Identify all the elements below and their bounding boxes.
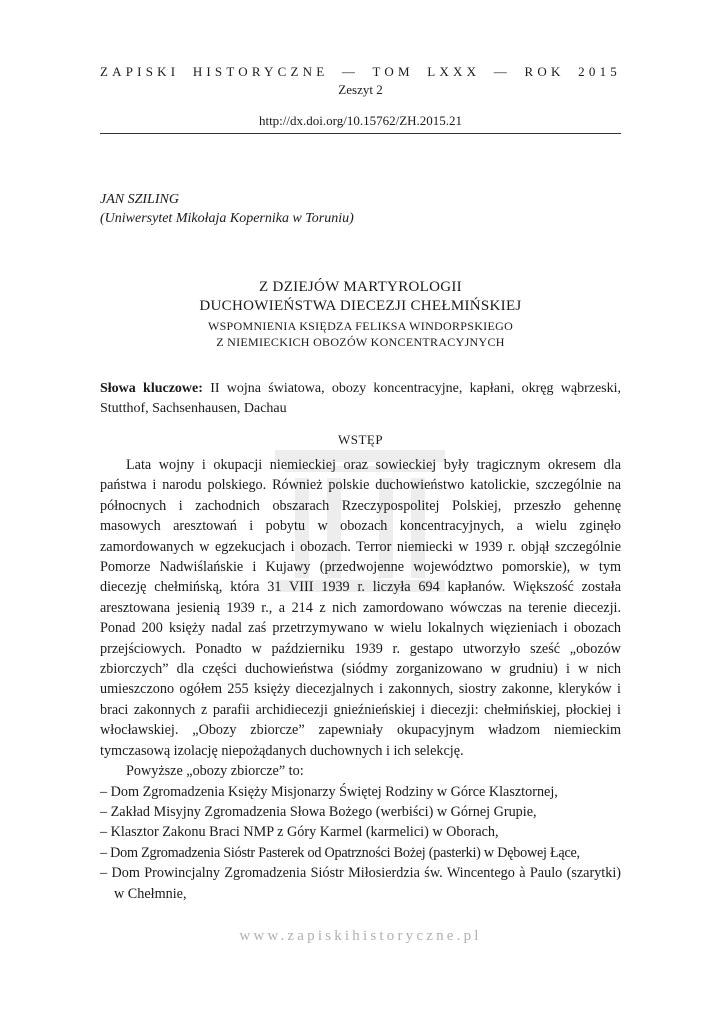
section-heading: WSTĘP bbox=[337, 432, 384, 447]
paragraph: Powyższe „obozy zbiorcze” to: bbox=[126, 763, 304, 780]
list-item: – Dom Zgromadzenia Sióstr Pasterek od Opatrzności Bożej (pasterki) w Dębowej Łące, bbox=[100, 844, 580, 861]
doi-link[interactable]: http://dx.doi.org/10.15762/ZH.2015.21 bbox=[258, 113, 463, 128]
issue-number: Zeszyt 2 bbox=[338, 82, 383, 97]
list-item: – Dom Zgromadzenia Księży Misjonarzy Świętej Rodziny w Górce Klasztornej, bbox=[100, 783, 558, 800]
subtitle-line-1: WSPOMNIENIA KSIĘDZA FELIKSA WINDORPSKIEGO bbox=[207, 319, 514, 333]
keywords-label: Słowa kluczowe: bbox=[100, 381, 203, 396]
journal-header: ZAPISKI HISTORYCZNE — TOM LXXX — ROK 2015 bbox=[100, 64, 621, 79]
list-item: – Klasztor Zakonu Braci NMP z Góry Karmel (karmelici) w Oborach, bbox=[100, 824, 499, 841]
keywords-text: II wojna światowa, obozy koncentracyjne, kapłani, okręg wąbrzeski, Stutthof, Sachsenhausen, Dachau bbox=[100, 381, 621, 416]
article-title bbox=[100, 278, 621, 350]
keywords bbox=[100, 379, 621, 419]
list-item: – Dom Prowincjalny Zgromadzenia Sióstr Miłosierdzia św. Wincentego à Paulo (szarytki) w Chełmnie, bbox=[100, 865, 621, 902]
camp-list bbox=[100, 782, 621, 904]
author-block bbox=[100, 190, 354, 228]
body-text bbox=[100, 455, 621, 904]
paragraph: Lata wojny i okupacji niemieckiej oraz sowieckiej były tragicznym okresem dla państwa i narodu polskiego. Również polskie duchowieństwo katolickie, szczególnie na północnych i zachodnich obszarach Rzeczypospolitej Polskiej, przeszło gehennę masowych aresztowań i pobytu w obozach koncentracyjnych, a wielu zginęło zamordowanych w egzekucjach i obozach. Terror niemiecki w 1939 r. objął szczególnie Pomorze Nadwiślańskie i Kujawy (przedwojenne województwo pomorskie), w tym diecezję chełmińską, która 31 VIII 1939 r. liczyła 694 kapłanów. Większość została aresztowana jesienią 1939 r., a 214 z nich zamordowano wówczas na terenie diecezji. Ponad 200 księży nadal zaś przetrzymywano w wielu lokalnych więzieniach i obozach przejściowych. Ponadto w październiku 1939 r. gestapo utworzyło sześć „obozów zbiorczych” dla części duchowieństwa (siódmy zorganizowano w grudniu) i w nich umieszczono ogółem 255 księży diecezjalnych i zakonnych, siostry zakonne, kleryków i braci zakonnych z parafii archidiecezji gnieźnieńskiej i diecezji: chełmińskiej, płockiej i włocławskiej. „Obozy zbiorcze” zapewniały okupacyjnym władzom niemieckim tymczasową izolację niepożądanych duchownych i ich selekcję. bbox=[100, 457, 621, 759]
website-footer[interactable]: www.zapiskihistoryczne.pl bbox=[239, 928, 482, 944]
title-line-2: DUCHOWIEŃSTWA DIECEZJI CHEŁMIŃSKIEJ bbox=[199, 298, 522, 314]
subtitle-line-2: Z NIEMIECKICH OBOZÓW KONCENTRACYJNYCH bbox=[216, 335, 505, 349]
title-line-1: Z DZIEJÓW MARTYROLOGII bbox=[259, 279, 462, 295]
header-divider bbox=[100, 133, 621, 134]
list-item: – Zakład Misyjny Zgromadzenia Słowa Bożego (werbiści) w Górnej Grupie, bbox=[100, 803, 537, 820]
author-affiliation: (Uniwersytet Mikołaja Kopernika w Toruniu) bbox=[100, 211, 354, 226]
author-name: JAN SZILING bbox=[100, 192, 179, 207]
